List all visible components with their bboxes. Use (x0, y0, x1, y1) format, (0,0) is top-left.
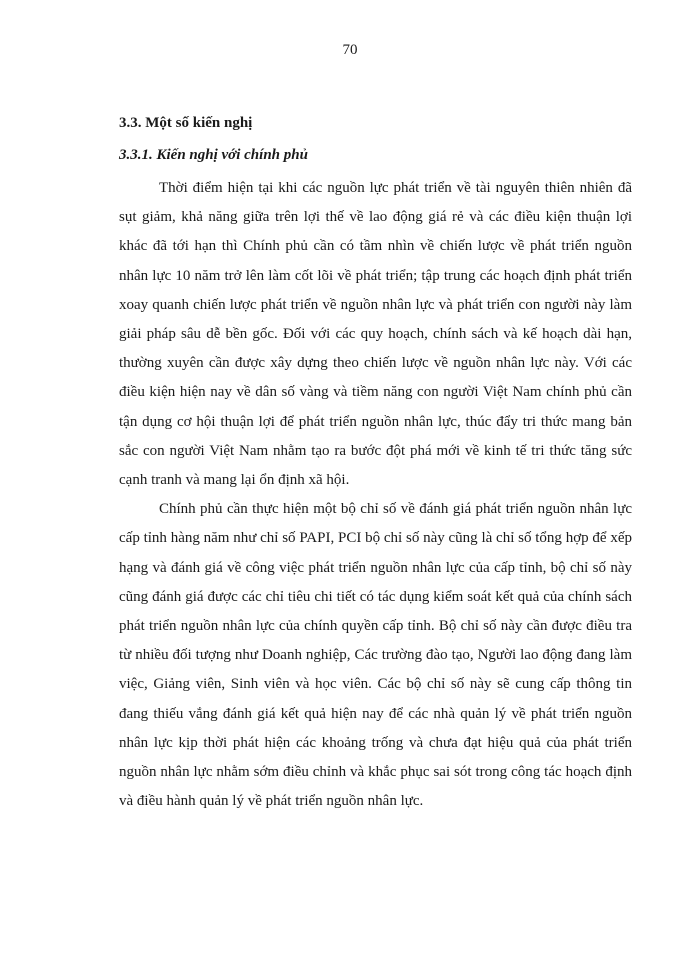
page-number: 70 (342, 42, 358, 58)
document-body (119, 112, 632, 816)
section-heading: 3.3. Một số kiến nghị (119, 115, 253, 131)
subsection-heading: 3.3.1. Kiến nghị với chính phủ (119, 147, 308, 163)
paragraph-2: Chính phủ cần thực hiện một bộ chỉ số về đánh giá phát triển nguồn nhân lực cấp tỉnh hàng năm như chỉ số PAPI, PCI bộ chỉ số này cũng là chỉ số tổng hợp để xếp hạng và đánh giá về công việc phát triển nguồn nhân lực của cấp tỉnh, bộ chỉ số này cũng đánh giá được các chỉ tiêu chi tiết có tác dụng kiểm soát kết quả của chính sách phát triển nguồn nhân lực của chính quyền cấp tỉnh. Bộ chỉ số này cần được điều tra từ nhiều đối tượng như Doanh nghiệp, Các trường đào tạo, Người lao động đang làm việc, Giảng viên, Sinh viên và học viên. Các bộ chỉ số này sẽ cung cấp thông tin đang thiếu vắng đánh giá kết quả hiện nay để các nhà quản lý về phát triển nguồn nhân lực kịp thời phát hiện các khoảng trống và chưa đạt hiệu quả của phát triển nguồn nhân lực nhằm sớm điều chỉnh và khắc phục sai sót trong công tác hoạch định và điều hành quản lý về phát triển nguồn nhân lực. (119, 501, 632, 810)
paragraph-1: Thời điểm hiện tại khi các nguồn lực phát triển về tài nguyên thiên nhiên đã sụt giảm, khả năng giữa trên lợi thế về lao động giá rẻ và các điều kiện thuận lợi khác đã tới hạn thì Chính phủ cần có tầm nhìn về chiến lược về phát triển nguồn nhân lực 10 năm trở lên làm cốt lõi về phát triển; tập trung các hoạch định phát triển xoay quanh chiến lược phát triển về nguồn nhân lực và phát triển con người này làm giải pháp sâu dễ bền gốc. Đối với các quy hoạch, chính sách và kế hoạch dài hạn, thường xuyên cần được xây dựng theo chiến lược về nguồn nhân lực này. Với các điều kiện hiện nay về dân số vàng và tiềm năng con người Việt Nam chính phủ cần tận dụng cơ hội thuận lợi để phát triển nguồn nhân lực, thúc đẩy tri thức mang bản sắc con người Việt Nam nhằm tạo ra bước đột phá mới về kinh tế tri thức tăng sức cạnh tranh và mang lại ổn định xã hội. (119, 180, 632, 489)
